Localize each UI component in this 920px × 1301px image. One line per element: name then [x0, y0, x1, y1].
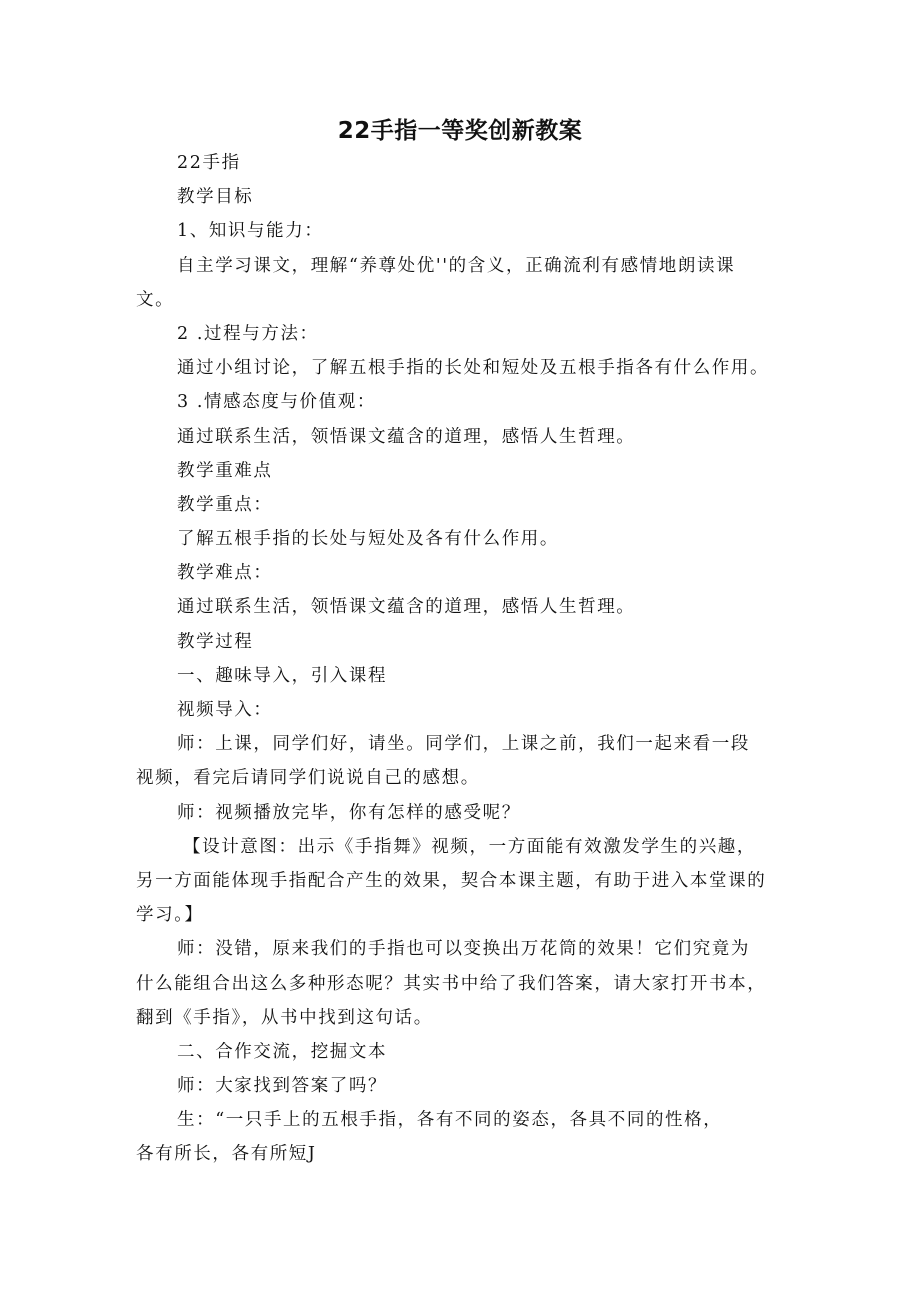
paragraph-line: 教学重难点 [177, 460, 273, 481]
paragraph-line: 各有所长，各有所短J [136, 1144, 317, 1165]
paragraph [136, 796, 796, 830]
paragraph-line: 文。 [136, 289, 175, 310]
paragraph [136, 1069, 796, 1103]
paragraph-line: 通过联系生活，领悟课文蕴含的道理，感悟人生哲理。 [177, 426, 636, 447]
paragraph-line: 通过联系生活，领悟课文蕴含的道理，感悟人生哲理。 [177, 597, 636, 618]
paragraph-line: 教学过程 [177, 631, 254, 652]
paragraph-line: 视频，看完后请同学们说说自己的感想。 [136, 768, 480, 789]
paragraph [136, 693, 796, 727]
paragraph [136, 351, 796, 385]
paragraph-line: 师：上课，同学们好，请坐。同学们，上课之前，我们一起来看一段 [177, 734, 750, 755]
paragraph [136, 932, 796, 1035]
paragraph-line: 3 .情感态度与价值观： [177, 392, 376, 413]
paragraph-line: 自主学习课文，理解“养尊处优''的含义，正确流利有感情地朗读课 [177, 255, 736, 276]
paragraph [136, 659, 796, 693]
paragraph [136, 727, 796, 795]
paragraph-line: 教学重点： [177, 494, 273, 515]
paragraph-line: 教学难点： [177, 563, 273, 584]
paragraph-line: 生：“一只手上的五根手指，各有不同的姿态，各具不同的性格， [177, 1110, 723, 1131]
paragraph-line: 1、知识与能力： [177, 221, 324, 242]
paragraph-line: 【设计意图：出示《手指舞》视频，一方面能有效激发学生的兴趣， [183, 836, 756, 857]
paragraph [136, 522, 796, 556]
paragraph [136, 420, 796, 454]
paragraph [136, 454, 796, 488]
paragraph [136, 1103, 796, 1171]
paragraph [136, 488, 796, 522]
paragraph-line: 通过小组讨论，了解五根手指的长处和短处及五根手指各有什么作用。 [177, 358, 770, 379]
document-title: 22手指一等奖创新教案 [337, 118, 583, 144]
paragraph [136, 625, 796, 659]
paragraph-line: 师：视频播放完毕，你有怎样的感受呢？ [177, 802, 521, 823]
paragraph [136, 214, 796, 248]
paragraph [136, 180, 796, 214]
paragraph-line: 了解五根手指的长处与短处及各有什么作用。 [177, 529, 559, 550]
document-body [136, 146, 796, 1172]
paragraph [136, 830, 796, 933]
paragraph-line: 2 .过程与方法： [177, 323, 319, 344]
paragraph [136, 556, 796, 590]
paragraph [136, 317, 796, 351]
paragraph [136, 146, 796, 180]
paragraph [136, 249, 796, 317]
paragraph-line: 师：大家找到答案了吗？ [177, 1076, 388, 1097]
paragraph [136, 1035, 796, 1069]
paragraph-line: 二、合作交流，挖掘文本 [177, 1041, 388, 1062]
paragraph-line: 教学目标 [177, 187, 254, 208]
paragraph [136, 385, 796, 419]
paragraph-line: 翻到《手指》，从书中找到这句话。 [136, 1007, 433, 1028]
paragraph-line: 学习。】 [136, 905, 204, 926]
paragraph [136, 590, 796, 624]
paragraph-line: 22手指 [177, 153, 241, 173]
paragraph-line: 一、趣味导入，引入课程 [177, 665, 388, 686]
paragraph-line: 师：没错，原来我们的手指也可以变换出万花筒的效果！它们究竟为 [177, 939, 750, 960]
paragraph-line: 什么能组合出这么多种形态呢？其实书中给了我们答案，请大家打开书本， [136, 973, 767, 994]
paragraph-line: 另一方面能体现手指配合产生的效果，契合本课主题，有助于进入本堂课的 [136, 870, 767, 891]
paragraph-line: 视频导入： [177, 700, 273, 720]
